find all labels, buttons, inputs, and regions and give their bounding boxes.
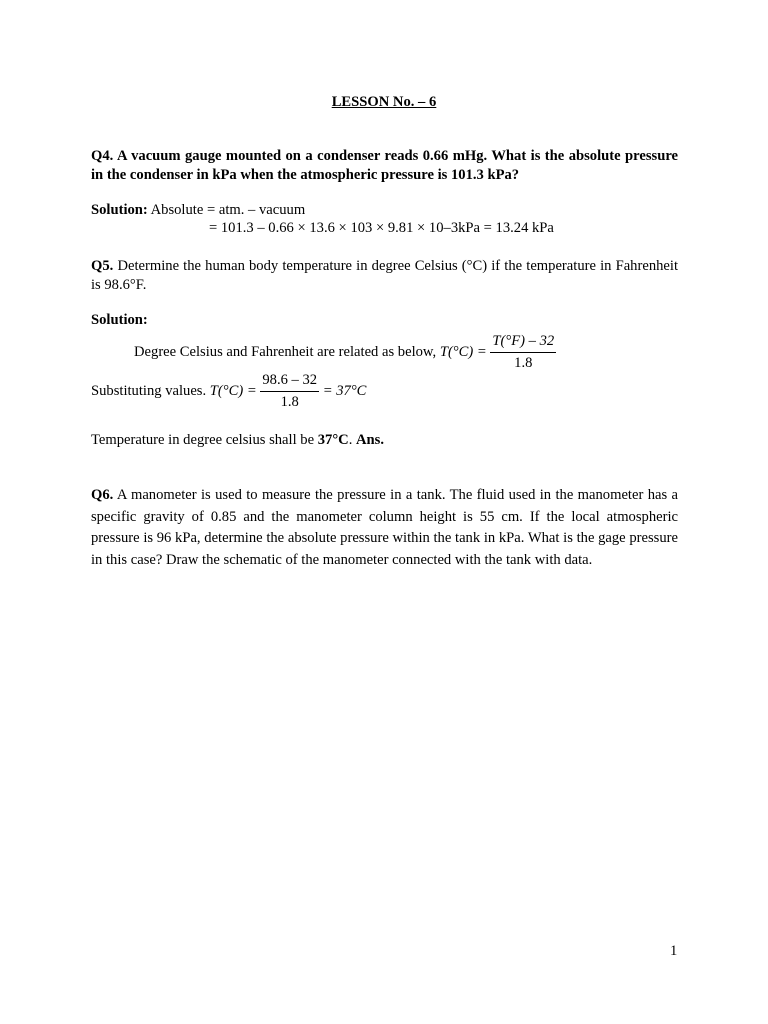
relation-line xyxy=(134,332,556,373)
question-5-text: Determine the human body temperature in degree Celsius (°C) if the temperature in Fahrenheit is 98.6°F. xyxy=(91,258,678,293)
solution-line-1: Absolute = atm. – vacuum xyxy=(150,202,306,218)
solution-line-2: = 101.3 – 0.66 × 13.6 × 103 × 9.81 × 10–3kPa = 13.24 kPa xyxy=(209,220,554,236)
question-4-text: A vacuum gauge mounted on a condenser reads 0.66 mHg. What is the absolute pressure in the condenser in kPa when the atmospheric pressure is 101.3 kPa? xyxy=(91,148,679,183)
question-5 xyxy=(91,257,678,295)
answer-suffix: Ans. xyxy=(356,432,384,448)
question-6-text: A manometer is used to measure the pressure in a tank. The fluid used in the manometer has a specific gravity of 0.85 and the manometer column height is 55 cm. If the local atmospheric pressure is 96 kPa, determine the absolute pressure within the tank in kPa. What is the gage pressure in this case? Draw the schematic of the manometer connected with the tank with data. xyxy=(91,487,679,568)
substitution-text: Substituting values. xyxy=(91,382,207,399)
formula-numerator: T(°F) – 32 xyxy=(490,332,556,353)
substitution-result: = 37°C xyxy=(322,382,367,399)
question-4-label: Q4. xyxy=(91,148,114,164)
formula-denominator: 1.8 xyxy=(514,355,533,371)
substitution-fraction xyxy=(260,371,319,412)
relation-text: Degree Celsius and Fahrenheit are related as below, xyxy=(134,343,437,360)
question-6 xyxy=(91,485,678,571)
answer-prefix: Temperature in degree celsius shall be xyxy=(91,432,315,448)
lesson-title: LESSON No. – 6 xyxy=(331,94,437,110)
question-5-label: Q5. xyxy=(91,258,114,274)
substitution-denominator: 1.8 xyxy=(280,394,299,410)
substitution-line xyxy=(91,371,366,412)
formula-fraction xyxy=(490,332,556,373)
substitution-lhs: T(°C) = xyxy=(209,382,257,399)
question-4 xyxy=(91,147,678,185)
question-4-solution xyxy=(91,201,305,220)
answer-value: 37°C xyxy=(317,432,349,448)
page-number: 1 xyxy=(670,943,678,959)
substitution-numerator: 98.6 – 32 xyxy=(260,371,319,392)
solution-label: Solution: xyxy=(91,202,148,218)
q5-answer: Temperature in degree celsius shall be 37°C. Ans. xyxy=(91,432,384,448)
question-5-solution-label: Solution: xyxy=(91,312,148,328)
question-6-label: Q6. xyxy=(91,487,114,503)
formula-lhs: T(°C) = xyxy=(439,343,487,360)
